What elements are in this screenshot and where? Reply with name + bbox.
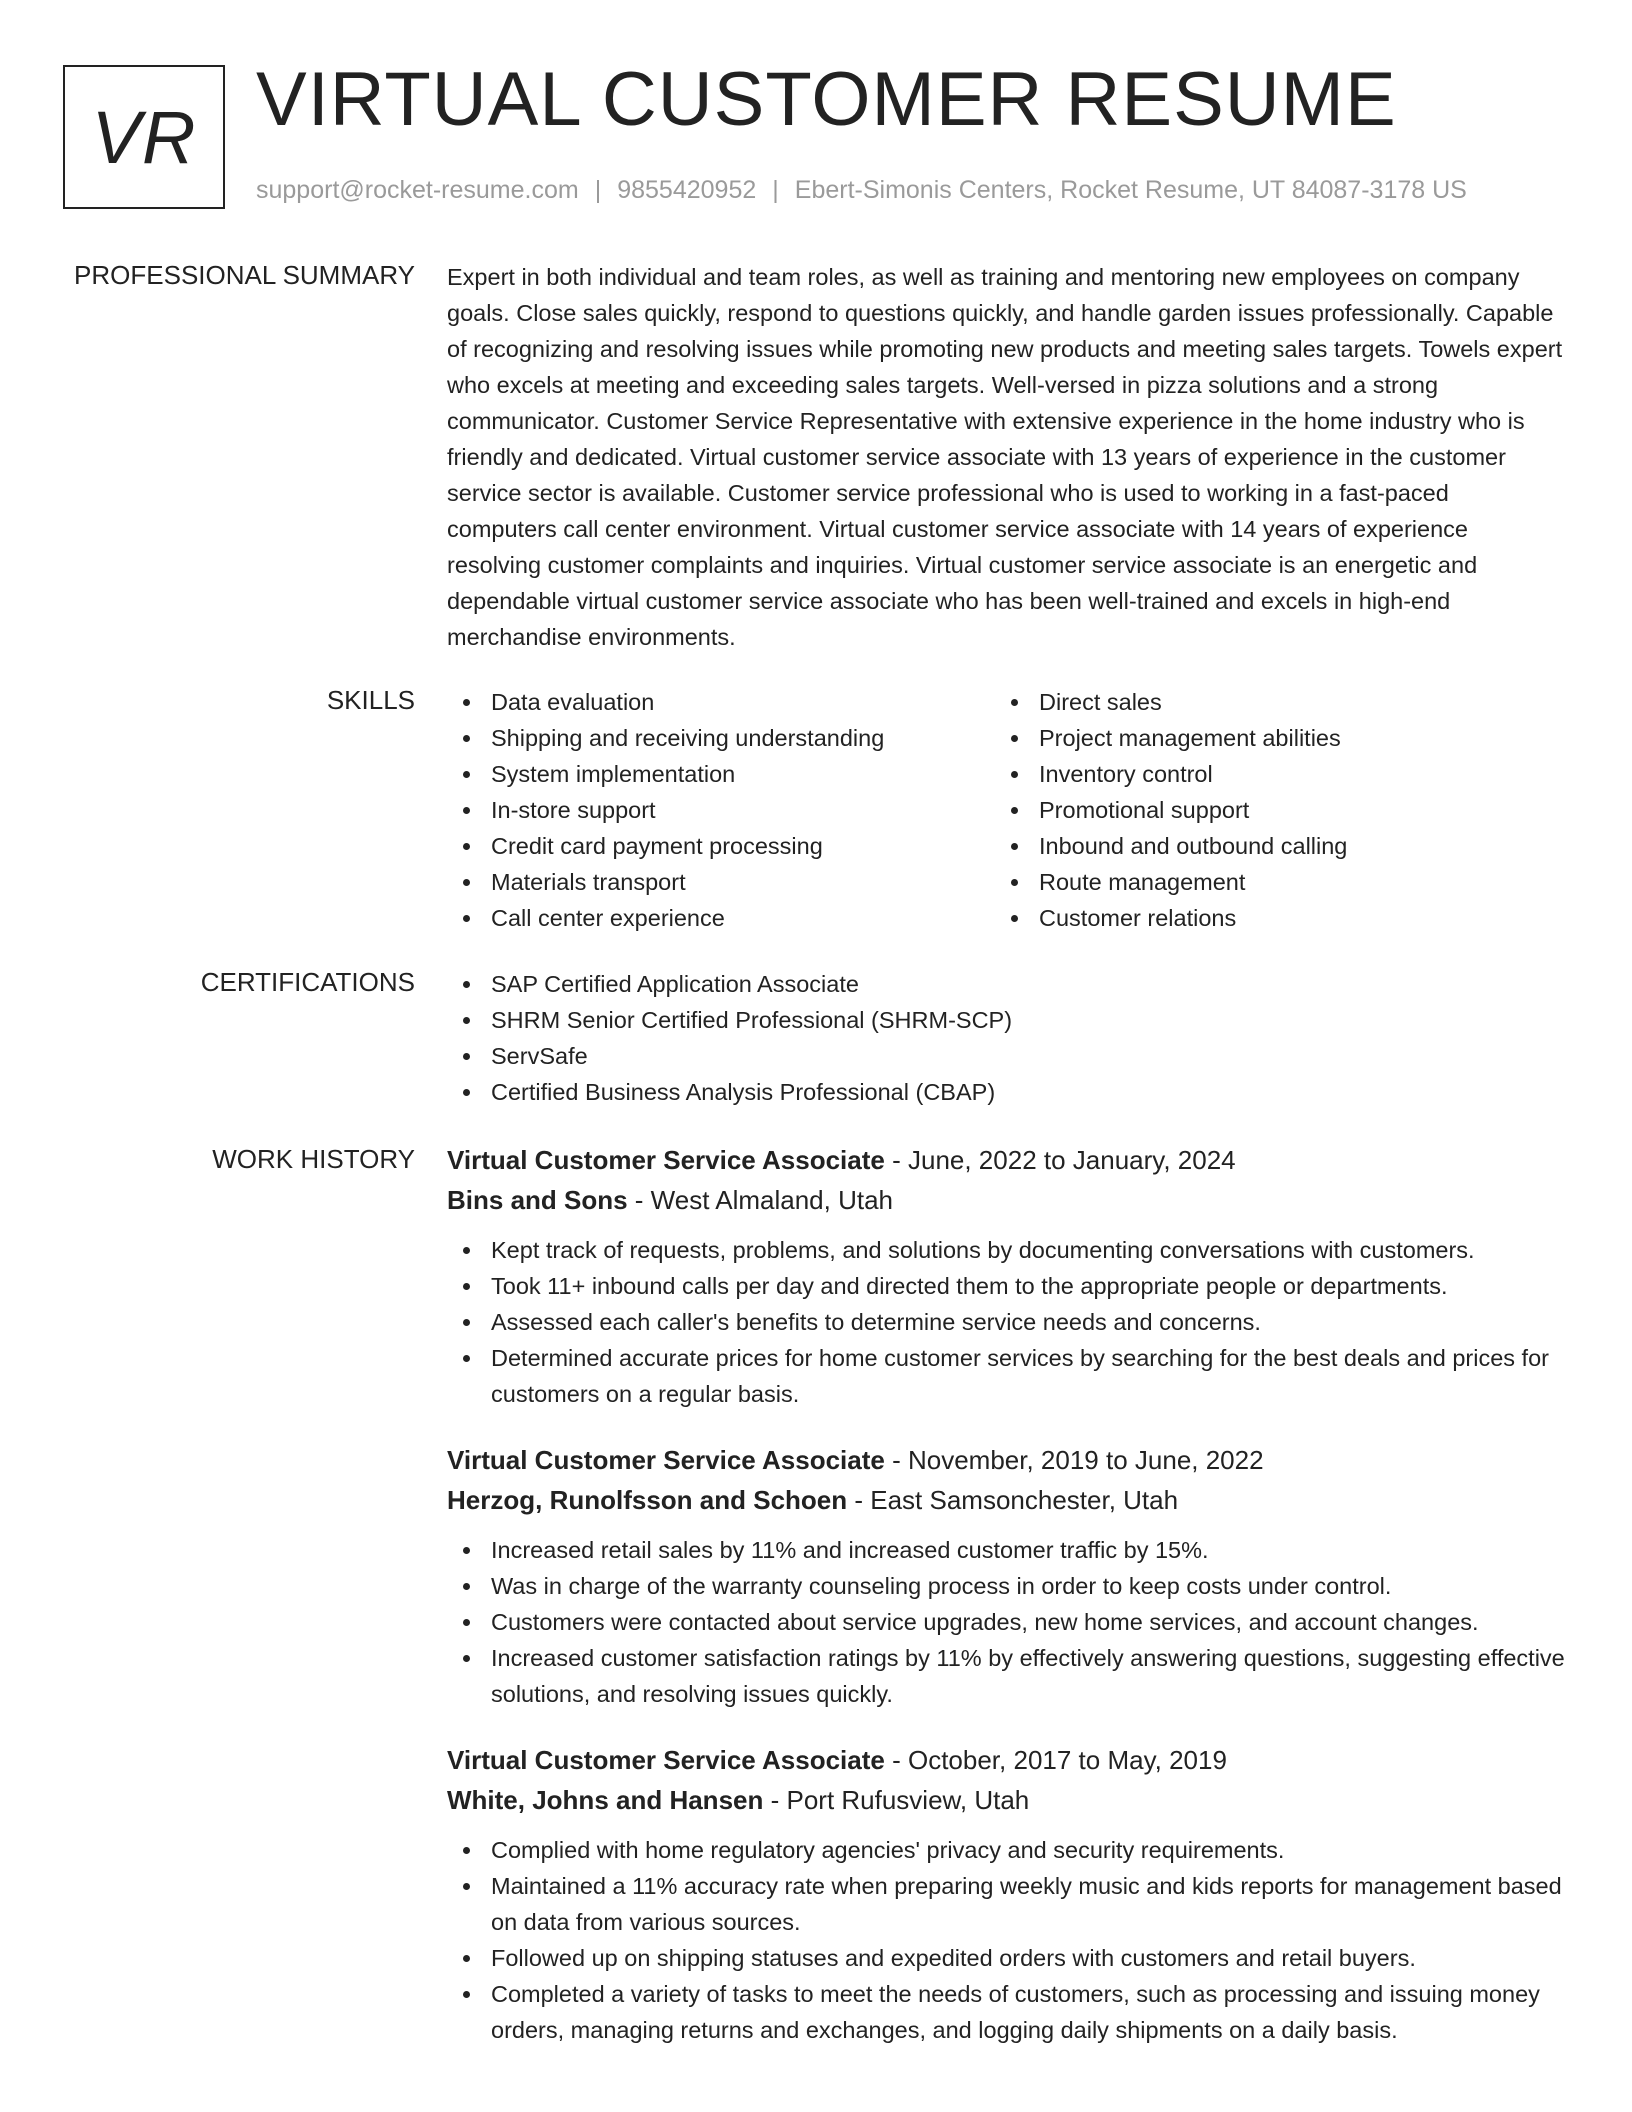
summary-text: Expert in both individual and team roles, as well as training and mentoring new employees on company goals. Close sales quickly, respond to questions quickly, and handle garden issues professionally. Capable of recognizing and resolving issues while promoting new products and meeting sales targets. Towels expert who excels at meeting and exceeding sales targets. Well-versed in pizza solutions and a strong communicator. Customer Service Representative with extensive experience in the home industry who is friendly and dedicated. Virtual customer service associate with 13 years of experience in the customer service sector is available. Customer service professional who is used to working in a fast-paced computers call center environment. Virtual customer service associate with 14 years of experience resolving customer complaints and inquiries. Virtual customer service associate is an energetic and dependable virtual customer service associate who has been well-trained and excels in high-end merchandise environments. xyxy=(447,264,1563,650)
list-item: Kept track of requests, problems, and solutions by documenting conversations with customers. xyxy=(447,1232,1565,1268)
job-title: Virtual Customer Service Associate xyxy=(447,1745,885,1775)
job-entry xyxy=(447,1440,1565,1712)
summary-body xyxy=(447,259,1565,655)
job-entry xyxy=(447,1740,1565,2048)
list-item: Direct sales xyxy=(995,684,1543,720)
contact-address: Ebert-Simonis Centers, Rocket Resume, UT 84087-3178 US xyxy=(794,176,1467,204)
list-item: Promotional support xyxy=(995,792,1543,828)
job-company-line xyxy=(447,1180,1565,1220)
job-dates: - October, 2017 to May, 2019 xyxy=(884,1745,1227,1775)
certifications-label: CERTIFICATIONS xyxy=(200,967,415,997)
job-bullets xyxy=(447,1232,1565,1412)
job-title-line xyxy=(447,1740,1565,1780)
list-item: SHRM Senior Certified Professional (SHRM-SCP) xyxy=(447,1002,1565,1038)
skills-columns xyxy=(447,684,1565,936)
list-item: Increased customer satisfaction ratings by 11% by effectively answering questions, suggesting effective solutions, and resolving issues quickly. xyxy=(447,1640,1565,1712)
job-entry xyxy=(447,1140,1565,1412)
contact-email: support@rocket-resume.com xyxy=(256,176,579,204)
job-title-line xyxy=(447,1140,1565,1180)
work-history-label: WORK HISTORY xyxy=(212,1144,415,1174)
contact-separator: | xyxy=(594,176,602,204)
job-company: White, Johns and Hansen xyxy=(447,1785,764,1815)
list-item: Was in charge of the warranty counseling process in order to keep costs under control. xyxy=(447,1568,1565,1604)
list-item: In-store support xyxy=(447,792,995,828)
list-item: Credit card payment processing xyxy=(447,828,995,864)
list-item: Customers were contacted about service upgrades, new home services, and account changes. xyxy=(447,1604,1565,1640)
skills-label: SKILLS xyxy=(326,685,415,715)
job-title: Virtual Customer Service Associate xyxy=(447,1145,885,1175)
job-title-line xyxy=(447,1440,1565,1480)
list-item: Data evaluation xyxy=(447,684,995,720)
skills-column-left xyxy=(447,684,995,936)
list-item: Took 11+ inbound calls per day and directed them to the appropriate people or departments. xyxy=(447,1268,1565,1304)
contact-separator: | xyxy=(772,176,779,204)
list-item: Determined accurate prices for home customer services by searching for the best deals and prices for customers on a regular basis. xyxy=(447,1340,1565,1412)
list-item: Project management abilities xyxy=(995,720,1543,756)
list-item: Shipping and receiving understanding xyxy=(447,720,995,756)
job-location: - East Samsonchester, Utah xyxy=(847,1485,1179,1515)
job-bullets xyxy=(447,1832,1565,2048)
contact-phone: 9855420952 xyxy=(617,176,757,204)
list-item: Materials transport xyxy=(447,864,995,900)
monogram-box xyxy=(63,65,225,209)
job-company: Herzog, Runolfsson and Schoen xyxy=(447,1485,848,1515)
job-company: Bins and Sons xyxy=(447,1185,628,1215)
contact-line xyxy=(256,176,1467,205)
job-company-line xyxy=(447,1480,1565,1520)
list-item: SAP Certified Application Associate xyxy=(447,966,1565,1002)
skills-list-right xyxy=(995,684,1543,936)
list-item: Completed a variety of tasks to meet the needs of customers, such as processing and issuing money orders, managing returns and exchanges, and logging daily shipments on a daily basis. xyxy=(447,1976,1565,2048)
list-item: Certified Business Analysis Professional (CBAP) xyxy=(447,1074,1565,1110)
job-location: - West Almaland, Utah xyxy=(627,1185,893,1215)
list-item: Inventory control xyxy=(995,756,1543,792)
list-item: Route management xyxy=(995,864,1543,900)
job-dates: - November, 2019 to June, 2022 xyxy=(884,1445,1264,1475)
list-item: Customer relations xyxy=(995,900,1543,936)
skills-list-left xyxy=(447,684,995,936)
job-company-line xyxy=(447,1780,1565,1820)
list-item: Complied with home regulatory agencies' privacy and security requirements. xyxy=(447,1832,1565,1868)
certifications-body xyxy=(447,966,1565,1110)
job-bullets xyxy=(447,1532,1565,1712)
list-item: Assessed each caller's benefits to determine service needs and concerns. xyxy=(447,1304,1565,1340)
list-item: ServSafe xyxy=(447,1038,1565,1074)
certifications-list xyxy=(447,966,1565,1110)
list-item: Increased retail sales by 11% and increased customer traffic by 15%. xyxy=(447,1532,1565,1568)
list-item: Call center experience xyxy=(447,900,995,936)
summary-label: PROFESSIONAL SUMMARY xyxy=(74,260,415,290)
monogram-initials: VR xyxy=(91,95,197,179)
work-history-body xyxy=(447,1140,1565,2048)
resume-title: VIRTUAL CUSTOMER RESUME xyxy=(256,57,1397,142)
list-item: System implementation xyxy=(447,756,995,792)
list-item: Inbound and outbound calling xyxy=(995,828,1543,864)
list-item: Maintained a 11% accuracy rate when preparing weekly music and kids reports for management based on data from various sources. xyxy=(447,1868,1565,1940)
job-location: - Port Rufusview, Utah xyxy=(763,1785,1030,1815)
skills-body xyxy=(447,684,1565,936)
list-item: Followed up on shipping statuses and expedited orders with customers and retail buyers. xyxy=(447,1940,1565,1976)
job-dates: - June, 2022 to January, 2024 xyxy=(884,1145,1236,1175)
job-title: Virtual Customer Service Associate xyxy=(447,1445,885,1475)
skills-column-right xyxy=(995,684,1543,936)
